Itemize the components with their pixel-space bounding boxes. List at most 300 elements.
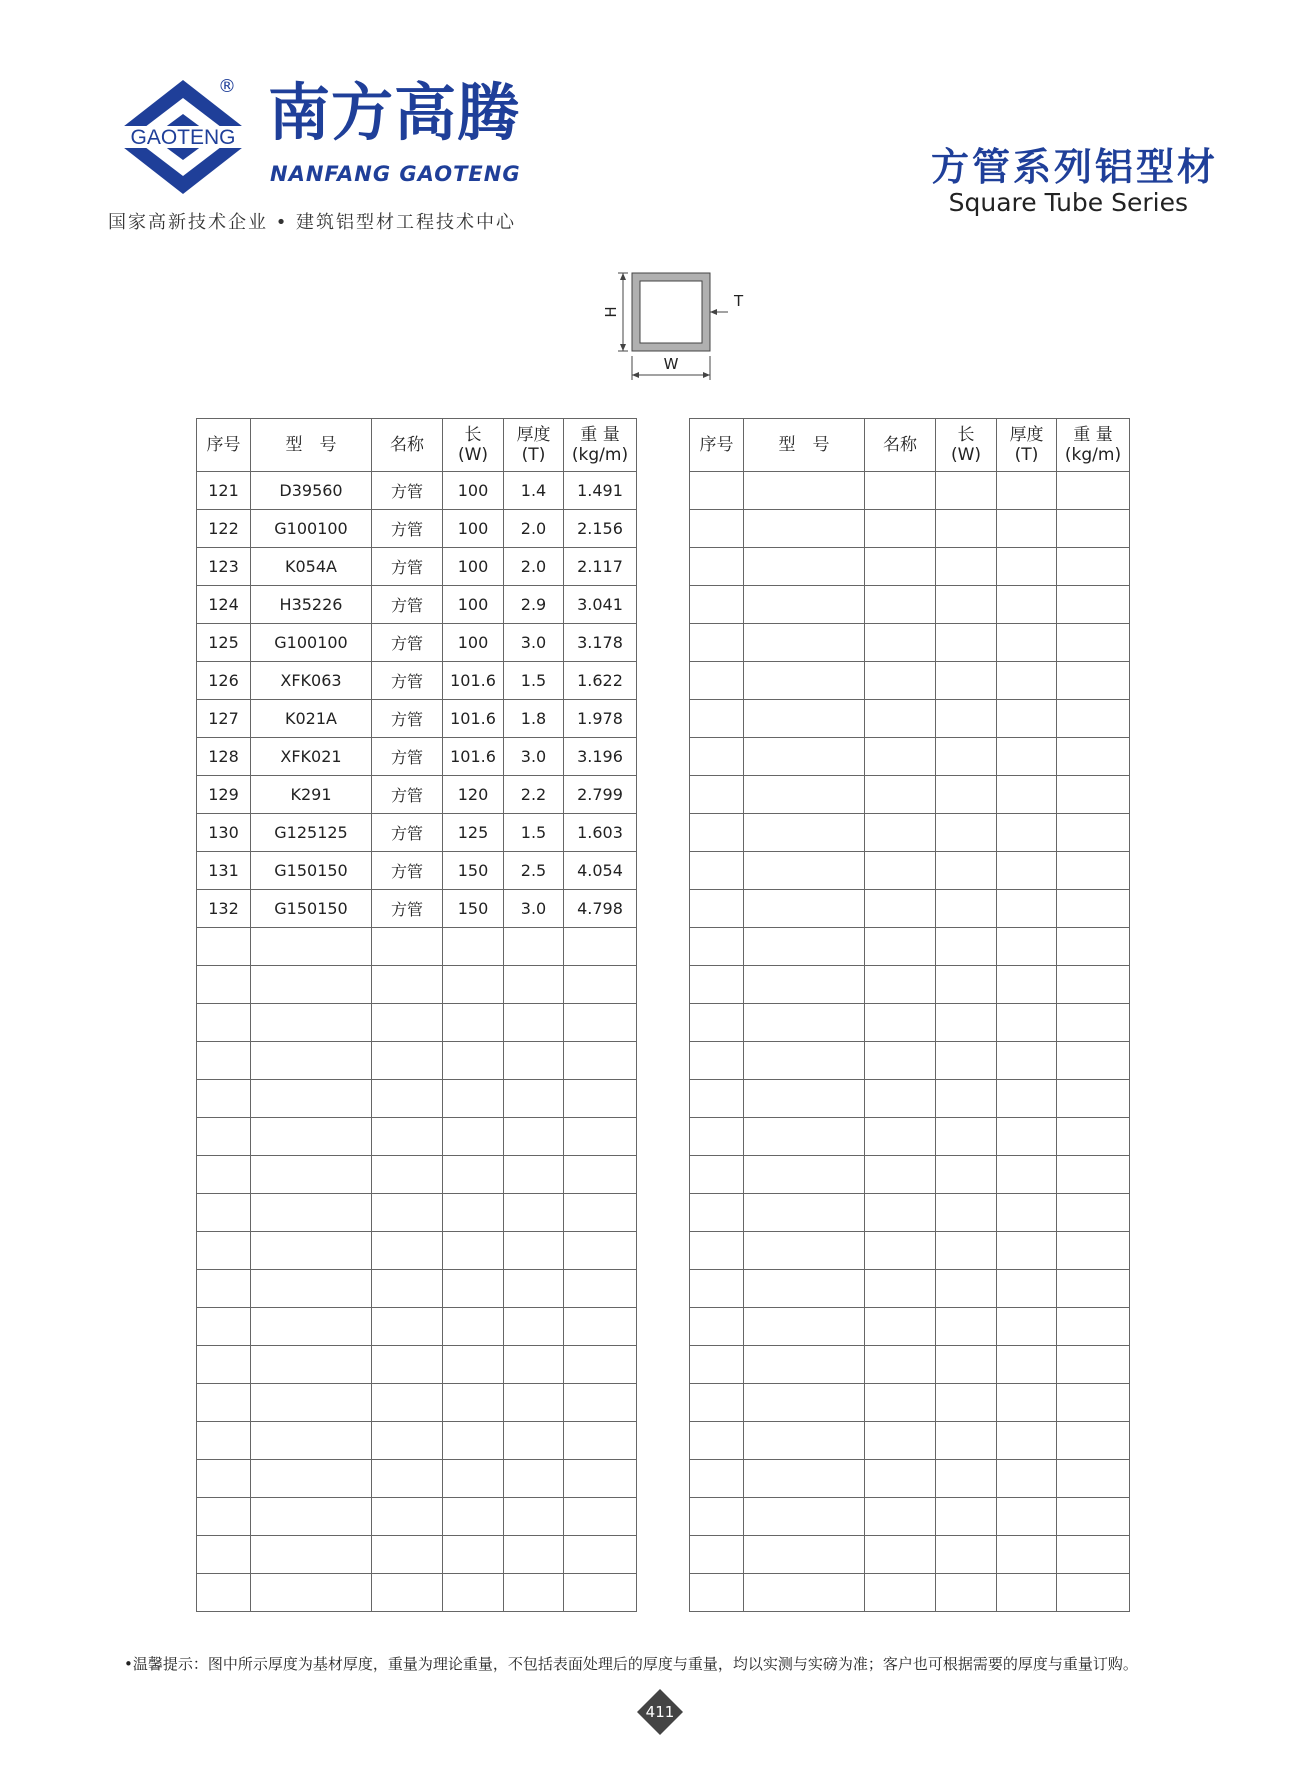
cell-weight <box>564 1384 637 1422</box>
cell-weight <box>564 1080 637 1118</box>
table-body <box>197 472 637 1612</box>
cell-seq <box>690 1194 744 1232</box>
cell-name: 方管 <box>372 814 443 852</box>
cell-name <box>865 776 936 814</box>
cell-name <box>865 1232 936 1270</box>
cell-thickness <box>997 814 1057 852</box>
cell-model: K054A <box>251 548 372 586</box>
cell-seq <box>197 928 251 966</box>
cell-seq <box>197 1308 251 1346</box>
cell-name: 方管 <box>372 624 443 662</box>
cell-seq: 125 <box>197 624 251 662</box>
cell-thickness <box>997 1308 1057 1346</box>
cell-name <box>865 738 936 776</box>
cell-name <box>865 1574 936 1612</box>
cell-seq <box>690 1536 744 1574</box>
cell-weight: 3.041 <box>564 586 637 624</box>
cell-thickness: 1.8 <box>504 700 564 738</box>
cell-weight <box>1057 1574 1130 1612</box>
cell-name: 方管 <box>372 510 443 548</box>
cell-weight <box>1057 472 1130 510</box>
cell-width <box>443 1346 504 1384</box>
table-row <box>690 1080 1130 1118</box>
table-row <box>690 1384 1130 1422</box>
cell-model <box>744 1004 865 1042</box>
cell-model: G100100 <box>251 510 372 548</box>
cell-name <box>865 1460 936 1498</box>
cell-name <box>865 814 936 852</box>
cell-width <box>936 1270 997 1308</box>
table-row <box>197 624 637 662</box>
cell-model <box>744 1194 865 1232</box>
table-row <box>197 1004 637 1042</box>
cell-model <box>251 1460 372 1498</box>
cell-seq: 131 <box>197 852 251 890</box>
table-row <box>690 1156 1130 1194</box>
cell-width: 101.6 <box>443 662 504 700</box>
table-row <box>690 1460 1130 1498</box>
cell-width: 100 <box>443 624 504 662</box>
cell-name <box>372 1498 443 1536</box>
cell-model <box>744 1042 865 1080</box>
header-width <box>443 419 504 472</box>
cell-weight: 1.491 <box>564 472 637 510</box>
cell-width <box>443 1270 504 1308</box>
cell-name <box>372 1194 443 1232</box>
header-label: 重 量 <box>1073 425 1113 445</box>
table-row <box>690 928 1130 966</box>
cell-width <box>443 966 504 1004</box>
cell-name <box>372 1460 443 1498</box>
cell-model <box>251 1498 372 1536</box>
cell-thickness <box>504 1384 564 1422</box>
cell-name <box>372 1308 443 1346</box>
cell-name <box>865 662 936 700</box>
cell-model: K021A <box>251 700 372 738</box>
cell-model <box>744 1498 865 1536</box>
cell-weight <box>564 1042 637 1080</box>
cell-width <box>936 1384 997 1422</box>
label-h: H <box>602 306 620 318</box>
cell-model: G125125 <box>251 814 372 852</box>
cell-name <box>372 1422 443 1460</box>
table-row <box>197 1270 637 1308</box>
cell-width <box>936 1080 997 1118</box>
cell-name <box>865 510 936 548</box>
table-row <box>690 662 1130 700</box>
cell-weight <box>564 1460 637 1498</box>
cell-name <box>865 1042 936 1080</box>
cell-name <box>865 1194 936 1232</box>
cell-width <box>936 1308 997 1346</box>
cell-name <box>372 1346 443 1384</box>
cell-name <box>865 1346 936 1384</box>
cell-width <box>936 548 997 586</box>
cell-thickness <box>504 966 564 1004</box>
cell-name <box>372 1042 443 1080</box>
cell-name: 方管 <box>372 738 443 776</box>
cell-weight <box>1057 1346 1130 1384</box>
cell-thickness <box>997 1156 1057 1194</box>
header-label: 型 号 <box>778 435 830 455</box>
cell-model: XFK063 <box>251 662 372 700</box>
cell-thickness <box>997 1384 1057 1422</box>
cell-seq <box>690 1156 744 1194</box>
table-row <box>690 1308 1130 1346</box>
cell-width <box>443 1156 504 1194</box>
cell-seq <box>197 1498 251 1536</box>
header-label: 厚度 <box>516 425 551 445</box>
cell-width <box>443 1080 504 1118</box>
cell-seq <box>690 1346 744 1384</box>
cell-seq <box>690 662 744 700</box>
brand-name-cn: 南方高腾 <box>268 76 521 149</box>
spec-table-right <box>689 418 1130 1612</box>
table-row <box>197 1498 637 1536</box>
table-row <box>690 624 1130 662</box>
cell-width <box>936 928 997 966</box>
table-row <box>197 662 637 700</box>
cell-width <box>443 1574 504 1612</box>
cell-width <box>936 1042 997 1080</box>
header-label: 厚度 <box>1009 425 1044 445</box>
cell-thickness <box>504 1156 564 1194</box>
cell-name: 方管 <box>372 700 443 738</box>
cell-thickness <box>504 1346 564 1384</box>
cell-width <box>936 662 997 700</box>
cell-seq: 128 <box>197 738 251 776</box>
cell-weight: 3.178 <box>564 624 637 662</box>
cell-width <box>936 814 997 852</box>
cell-model <box>251 1536 372 1574</box>
cell-width: 100 <box>443 586 504 624</box>
table-row <box>197 852 637 890</box>
cell-seq: 129 <box>197 776 251 814</box>
cell-width <box>936 1156 997 1194</box>
table-row <box>197 1194 637 1232</box>
table-row <box>690 1004 1130 1042</box>
cell-model <box>744 852 865 890</box>
table-row <box>197 700 637 738</box>
cell-seq <box>690 510 744 548</box>
cell-model <box>744 700 865 738</box>
cell-seq: 124 <box>197 586 251 624</box>
header-unit: (kg/m) <box>571 445 629 465</box>
table-row <box>690 548 1130 586</box>
cell-weight <box>1057 1270 1130 1308</box>
cell-weight <box>1057 1042 1130 1080</box>
cell-weight <box>1057 1422 1130 1460</box>
table-row <box>690 586 1130 624</box>
cell-thickness <box>997 966 1057 1004</box>
cell-seq <box>197 1574 251 1612</box>
cell-name <box>372 1384 443 1422</box>
cell-weight <box>1057 1156 1130 1194</box>
header-width <box>936 419 997 472</box>
cell-width <box>936 776 997 814</box>
header-weight <box>564 419 637 472</box>
cell-thickness <box>997 624 1057 662</box>
cell-seq <box>197 1536 251 1574</box>
cell-seq <box>690 624 744 662</box>
cell-name <box>865 548 936 586</box>
cell-seq <box>690 890 744 928</box>
cell-model <box>744 1346 865 1384</box>
cell-name <box>372 928 443 966</box>
cell-weight <box>1057 662 1130 700</box>
table-row <box>197 966 637 1004</box>
cell-name: 方管 <box>372 662 443 700</box>
cell-seq <box>690 1080 744 1118</box>
header-label: 长 <box>957 425 975 445</box>
cell-width <box>936 1460 997 1498</box>
table-row <box>690 1194 1130 1232</box>
cell-seq <box>690 1308 744 1346</box>
cell-weight: 2.117 <box>564 548 637 586</box>
cell-weight <box>1057 738 1130 776</box>
cell-thickness <box>997 776 1057 814</box>
cell-weight <box>1057 1232 1130 1270</box>
cell-weight <box>564 1536 637 1574</box>
cell-model <box>744 890 865 928</box>
cell-weight <box>564 1422 637 1460</box>
cell-width <box>443 1194 504 1232</box>
cell-model <box>251 1042 372 1080</box>
cell-weight <box>564 1004 637 1042</box>
header-seq <box>690 419 744 472</box>
cell-model: K291 <box>251 776 372 814</box>
cell-weight <box>564 1270 637 1308</box>
cell-name <box>865 586 936 624</box>
cell-width <box>936 1194 997 1232</box>
cell-weight: 1.978 <box>564 700 637 738</box>
cell-weight <box>564 1574 637 1612</box>
cell-model <box>744 472 865 510</box>
cell-seq <box>197 1042 251 1080</box>
table-row <box>197 1536 637 1574</box>
cell-seq: 126 <box>197 662 251 700</box>
cell-seq <box>197 1156 251 1194</box>
header-unit: (W) <box>950 445 982 465</box>
cell-seq <box>690 586 744 624</box>
cell-width: 100 <box>443 472 504 510</box>
header-label: 型 号 <box>285 435 337 455</box>
cell-weight: 1.622 <box>564 662 637 700</box>
cell-seq: 127 <box>197 700 251 738</box>
cell-width <box>936 510 997 548</box>
header-label: 序号 <box>699 435 734 455</box>
cell-model <box>744 814 865 852</box>
cell-weight <box>1057 1118 1130 1156</box>
cell-thickness <box>997 1460 1057 1498</box>
cell-weight <box>564 1118 637 1156</box>
cell-seq <box>690 814 744 852</box>
logo-text: GAOTENG <box>130 126 236 149</box>
cell-seq <box>690 1270 744 1308</box>
cell-width <box>443 1384 504 1422</box>
cell-width <box>936 1574 997 1612</box>
table-row <box>690 966 1130 1004</box>
cell-seq <box>197 1118 251 1156</box>
cell-model: G150150 <box>251 890 372 928</box>
cell-seq <box>690 1422 744 1460</box>
cell-weight <box>1057 510 1130 548</box>
cell-thickness <box>997 1498 1057 1536</box>
cell-thickness <box>997 1422 1057 1460</box>
cell-seq <box>690 738 744 776</box>
cell-seq: 121 <box>197 472 251 510</box>
cell-thickness <box>997 1080 1057 1118</box>
cell-width: 125 <box>443 814 504 852</box>
table-row <box>197 738 637 776</box>
page-number: 411 <box>645 1703 675 1721</box>
cell-width <box>936 890 997 928</box>
cell-model <box>251 1118 372 1156</box>
cell-weight <box>564 1498 637 1536</box>
cell-model <box>744 928 865 966</box>
cell-width <box>443 1118 504 1156</box>
cell-thickness <box>997 1004 1057 1042</box>
cell-model <box>251 1574 372 1612</box>
table-row <box>197 1042 637 1080</box>
table-row <box>197 1574 637 1612</box>
registered-mark: ® <box>218 76 236 97</box>
cell-thickness <box>504 1232 564 1270</box>
cell-model <box>744 738 865 776</box>
cell-name <box>865 928 936 966</box>
cell-seq: 130 <box>197 814 251 852</box>
table-row <box>690 852 1130 890</box>
cell-weight <box>1057 1308 1130 1346</box>
cell-width <box>443 1042 504 1080</box>
cell-model <box>744 1574 865 1612</box>
cell-width <box>443 1308 504 1346</box>
cell-seq <box>690 1574 744 1612</box>
cell-thickness <box>997 1042 1057 1080</box>
cell-weight <box>1057 1460 1130 1498</box>
cell-width <box>936 1118 997 1156</box>
header-thickness <box>504 419 564 472</box>
cell-thickness <box>504 1042 564 1080</box>
cell-thickness <box>997 1574 1057 1612</box>
cell-model <box>744 1232 865 1270</box>
table-row <box>690 1042 1130 1080</box>
cell-model <box>744 1384 865 1422</box>
cell-width <box>936 966 997 1004</box>
cell-thickness: 2.5 <box>504 852 564 890</box>
cell-model: G100100 <box>251 624 372 662</box>
cell-model: H35226 <box>251 586 372 624</box>
cell-thickness <box>997 1194 1057 1232</box>
cell-model: D39560 <box>251 472 372 510</box>
cell-weight <box>564 1346 637 1384</box>
cell-model <box>744 1270 865 1308</box>
cell-thickness <box>997 700 1057 738</box>
cell-width <box>936 624 997 662</box>
table-row <box>197 1080 637 1118</box>
header-label: 名称 <box>883 435 917 455</box>
cell-seq <box>197 1346 251 1384</box>
cell-thickness <box>997 510 1057 548</box>
cell-seq: 122 <box>197 510 251 548</box>
cell-thickness <box>997 586 1057 624</box>
cell-weight <box>1057 586 1130 624</box>
cell-model <box>744 662 865 700</box>
cell-weight <box>564 1232 637 1270</box>
cell-name <box>372 1004 443 1042</box>
table-row <box>690 1422 1130 1460</box>
cell-name <box>865 624 936 662</box>
cell-seq <box>197 966 251 1004</box>
cell-thickness: 1.5 <box>504 662 564 700</box>
cell-model <box>744 966 865 1004</box>
cell-width <box>936 852 997 890</box>
cell-name <box>372 1156 443 1194</box>
cell-model <box>251 1194 372 1232</box>
cell-thickness: 2.0 <box>504 510 564 548</box>
cell-width <box>936 738 997 776</box>
cell-seq <box>690 776 744 814</box>
cell-weight <box>1057 928 1130 966</box>
cell-width <box>443 1498 504 1536</box>
cell-name <box>865 1536 936 1574</box>
cell-thickness: 1.5 <box>504 814 564 852</box>
cell-weight <box>1057 776 1130 814</box>
cell-thickness <box>997 1536 1057 1574</box>
cell-width: 101.6 <box>443 738 504 776</box>
cell-thickness: 3.0 <box>504 890 564 928</box>
cell-model <box>251 928 372 966</box>
table-row <box>690 1232 1130 1270</box>
cell-model <box>744 624 865 662</box>
cell-weight <box>564 1156 637 1194</box>
square-tube-profile-diagram <box>580 268 750 386</box>
cell-name <box>372 1080 443 1118</box>
cell-seq <box>690 1232 744 1270</box>
header-label: 长 <box>464 425 482 445</box>
cell-weight <box>564 1194 637 1232</box>
company-tagline: 国家高新技术企业 • 建筑铝型材工程技术中心 <box>108 212 517 233</box>
table-row <box>690 738 1130 776</box>
label-t: T <box>734 292 744 310</box>
cell-name <box>865 1080 936 1118</box>
cell-thickness <box>504 1270 564 1308</box>
cell-name <box>865 1308 936 1346</box>
cell-name: 方管 <box>372 548 443 586</box>
cell-seq <box>690 1118 744 1156</box>
cell-weight <box>1057 1194 1130 1232</box>
cell-seq <box>690 1498 744 1536</box>
header-unit: (kg/m) <box>1064 445 1122 465</box>
cell-seq <box>690 1004 744 1042</box>
table-row <box>197 890 637 928</box>
table-row <box>197 548 637 586</box>
header-label: 名称 <box>390 435 424 455</box>
cell-seq: 132 <box>197 890 251 928</box>
cell-name <box>372 1232 443 1270</box>
cell-seq <box>690 966 744 1004</box>
table-row <box>690 1118 1130 1156</box>
cell-seq: 123 <box>197 548 251 586</box>
cell-model <box>744 510 865 548</box>
cell-model <box>744 1308 865 1346</box>
cell-weight: 2.156 <box>564 510 637 548</box>
table-body <box>690 472 1130 1612</box>
cell-seq <box>690 700 744 738</box>
cell-name: 方管 <box>372 472 443 510</box>
cell-seq <box>197 1194 251 1232</box>
cell-thickness: 2.0 <box>504 548 564 586</box>
